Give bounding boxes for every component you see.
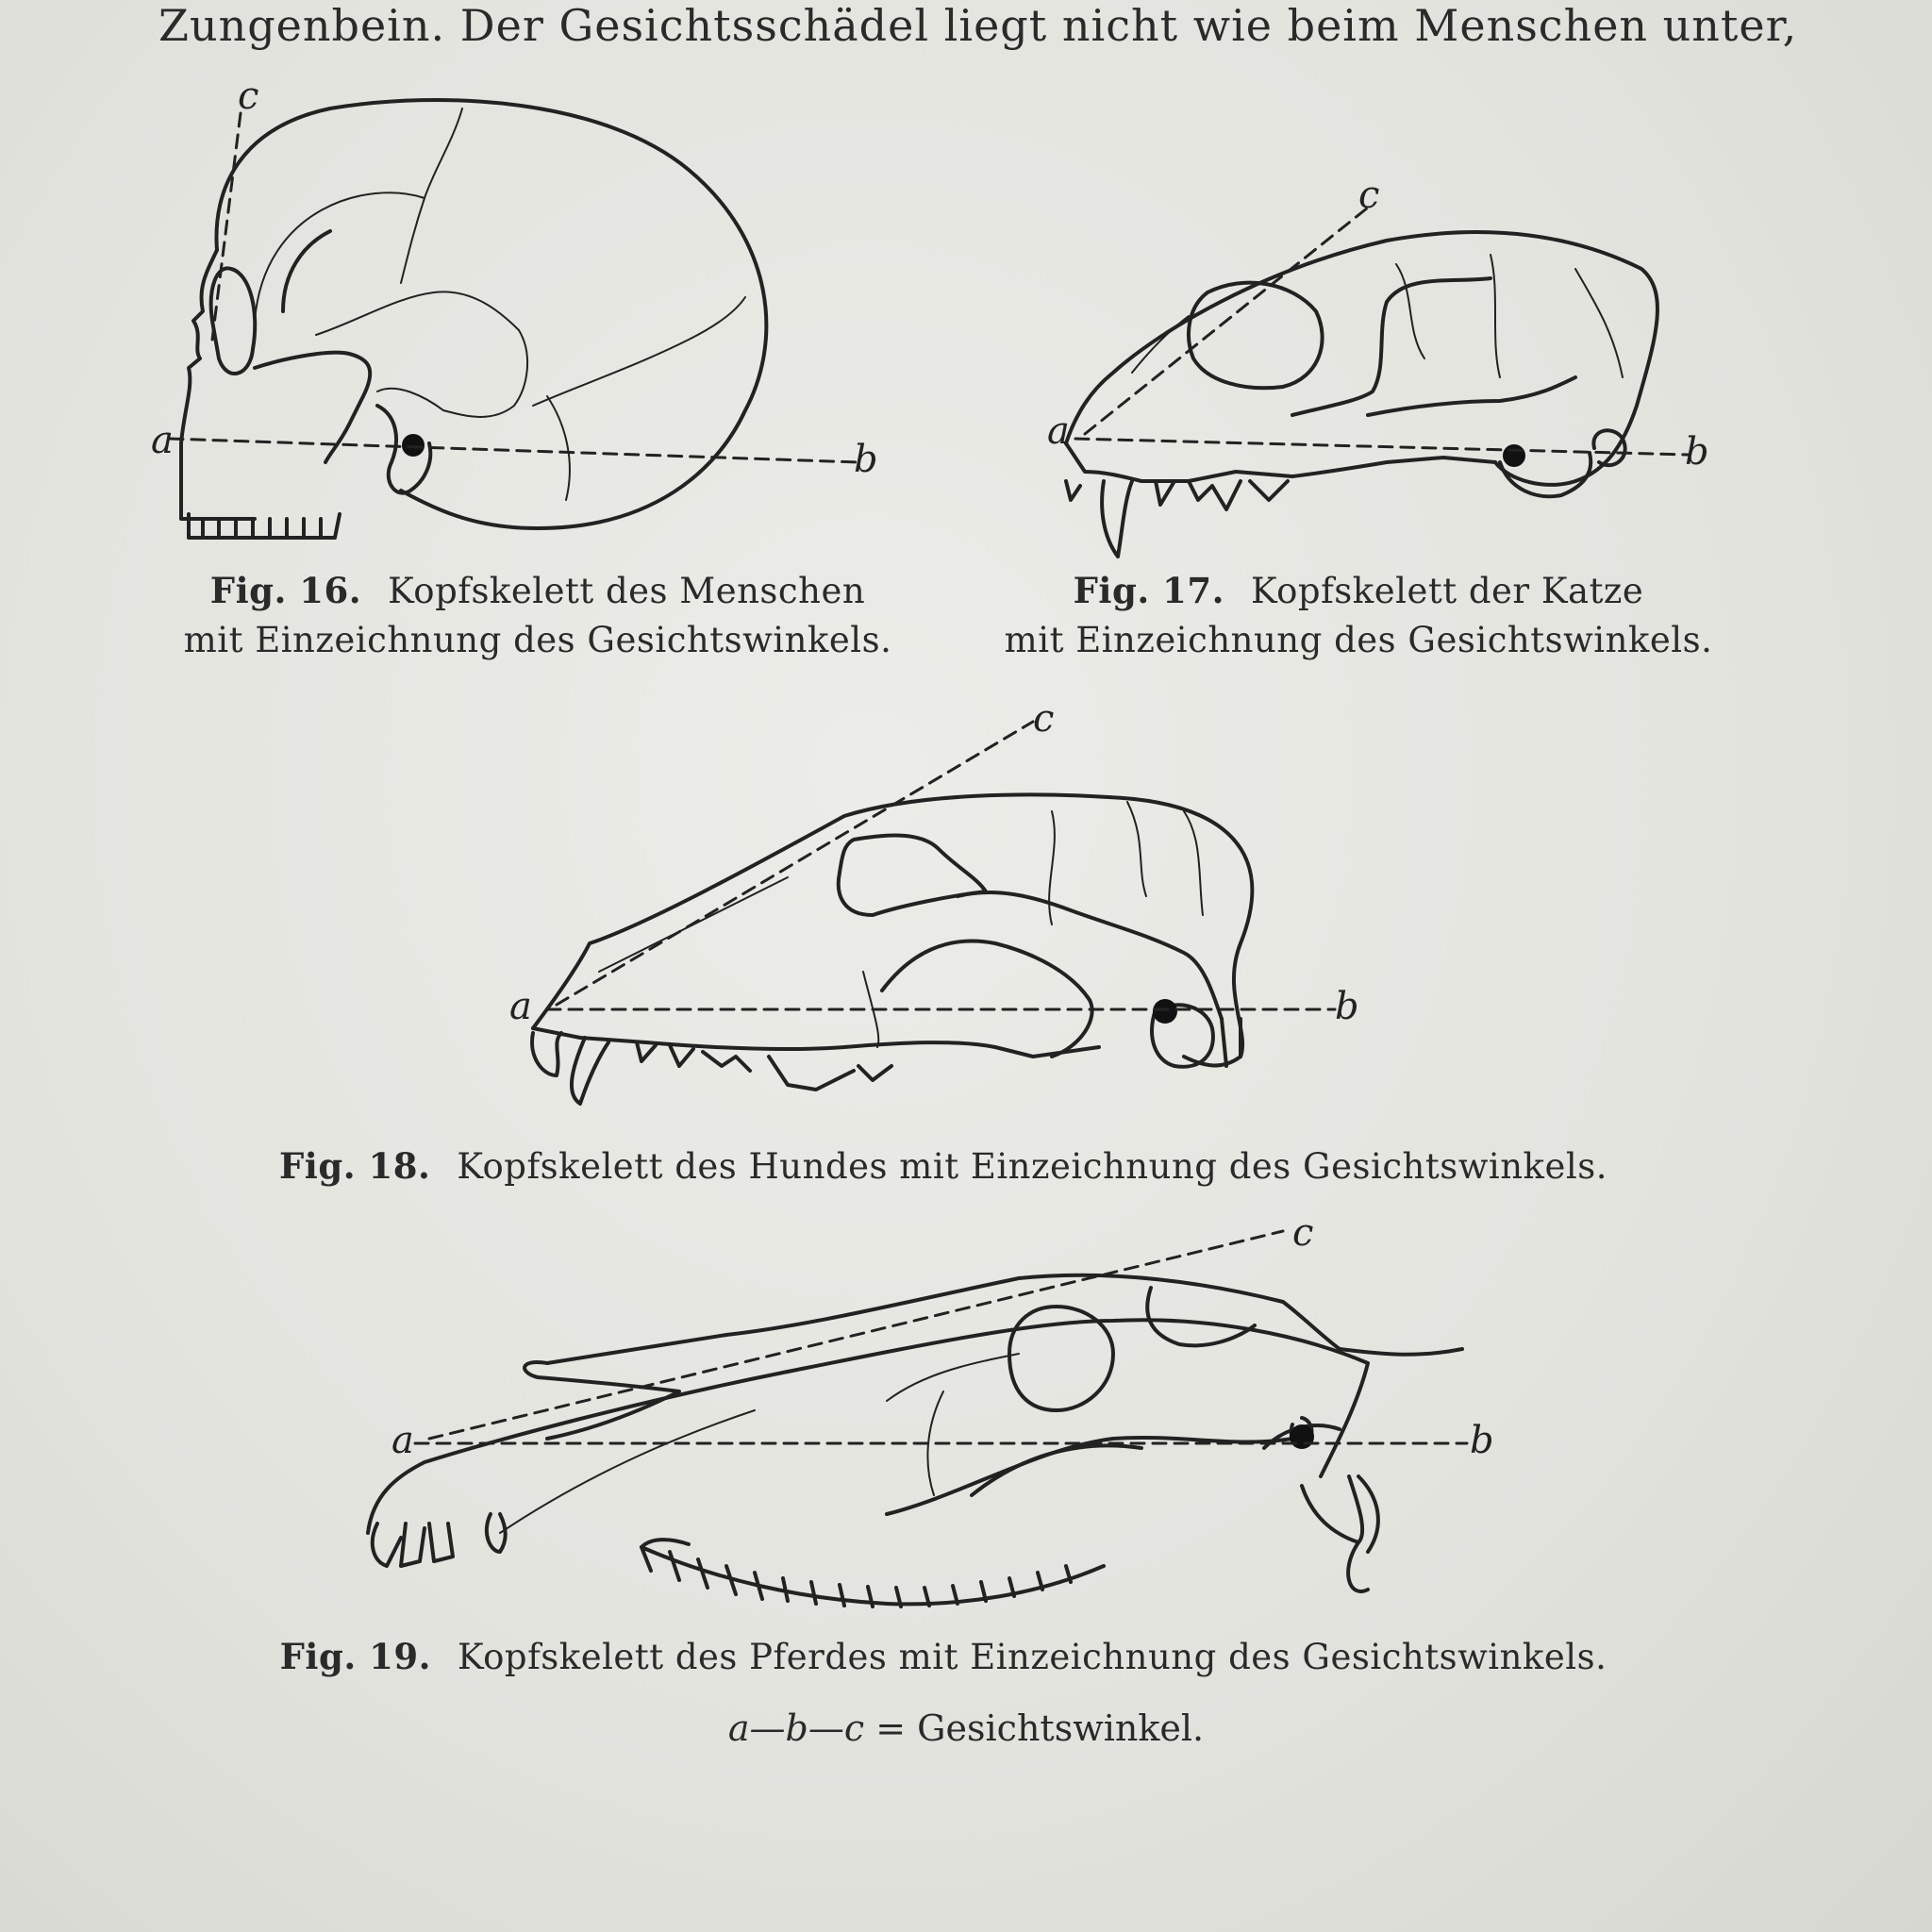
- figure-19-caption: [208, 1632, 1679, 1682]
- human-coronal-suture: [401, 108, 462, 283]
- figure-16-number: Fig. 16.: [209, 570, 362, 611]
- figure-16-caption: [160, 566, 915, 665]
- cat-braincase-suture: [1396, 255, 1623, 377]
- label-a: a: [391, 1419, 414, 1462]
- horse-jaw-tooth-row: [641, 1547, 1104, 1607]
- figure-19-horse-skull: [358, 1212, 1528, 1627]
- cat-ear-opening: [1503, 444, 1525, 467]
- figure-17-number: Fig. 17.: [1073, 570, 1224, 611]
- human-temporal-line: [283, 231, 330, 311]
- figure-17-caption: [995, 566, 1722, 665]
- label-b: b: [1685, 430, 1709, 474]
- line-c: [557, 722, 1033, 1005]
- dog-orbit: [839, 836, 986, 915]
- figure-17-cat-skull: [1047, 174, 1717, 566]
- label-a: a: [151, 419, 174, 462]
- horse-skull-outline: [368, 1320, 1368, 1533]
- label-b: b: [1335, 985, 1359, 1028]
- dog-zygomatic-arch: [882, 941, 1092, 1057]
- dog-ear-opening: [1153, 999, 1177, 1024]
- figure-16-caption-line-2: mit Einzeichnung des Gesichtswinkels.: [183, 620, 892, 660]
- label-c: c: [1292, 1211, 1314, 1255]
- label-c: c: [238, 75, 259, 118]
- label-c: c: [1358, 174, 1380, 217]
- figure-17-caption-text: Kopfskelett der Katze: [1251, 571, 1644, 611]
- label-a: a: [1047, 409, 1070, 453]
- figure-17-caption-line-1: [995, 566, 1722, 616]
- horse-incisors: [373, 1514, 506, 1566]
- human-cranium-outline: [216, 100, 766, 528]
- horse-zygomatic-arch: [887, 1438, 1292, 1514]
- horse-upper-nasal: [547, 1275, 1462, 1363]
- formula-equals: =: [875, 1707, 907, 1749]
- label-b: b: [1470, 1419, 1494, 1462]
- horse-facial-crest: [972, 1445, 1141, 1495]
- label-a: a: [509, 985, 532, 1028]
- figure-16-caption-line-1: [160, 566, 915, 616]
- formula-variables: a—b—c: [727, 1707, 865, 1749]
- human-orbit: [211, 268, 256, 374]
- human-lambdoid-suture: [533, 297, 745, 406]
- cat-teeth: [1066, 481, 1288, 557]
- line-c: [429, 1231, 1283, 1439]
- figure-16-caption-text: Kopfskelett des Menschen: [388, 571, 866, 611]
- human-ear-opening: [402, 434, 425, 457]
- face-angle-formula: [0, 1707, 1932, 1749]
- dog-teeth: [532, 1033, 891, 1104]
- figure-17-caption-line-2: mit Einzeichnung des Gesichtswinkels.: [1004, 620, 1713, 660]
- figure-19-caption-text: Kopfskelett des Pferdes mit Einzeichnung des Gesichtswinkels.: [457, 1637, 1607, 1677]
- figure-16-human-skull: [151, 75, 896, 557]
- line-c: [1085, 208, 1368, 434]
- running-text-line: Zungenbein. Der Gesichtsschädel liegt nicht wie beim Menschen unter,: [158, 0, 1798, 51]
- figure-18-number: Fig. 18.: [279, 1145, 431, 1187]
- figure-18-caption-text: Kopfskelett des Hundes mit Einzeichnung des Gesichtswinkels.: [457, 1146, 1607, 1187]
- figure-18-dog-skull: [505, 697, 1373, 1123]
- label-b: b: [854, 438, 878, 481]
- line-a-b: [1075, 439, 1689, 455]
- dog-braincase-suture: [1049, 802, 1203, 924]
- formula-term: Gesichtswinkel.: [917, 1707, 1205, 1749]
- horse-ear-opening: [1290, 1424, 1314, 1449]
- line-a-b: [170, 439, 858, 462]
- figure-18-caption: [208, 1141, 1679, 1191]
- label-c: c: [1033, 697, 1055, 741]
- figure-19-number: Fig. 19.: [279, 1636, 431, 1677]
